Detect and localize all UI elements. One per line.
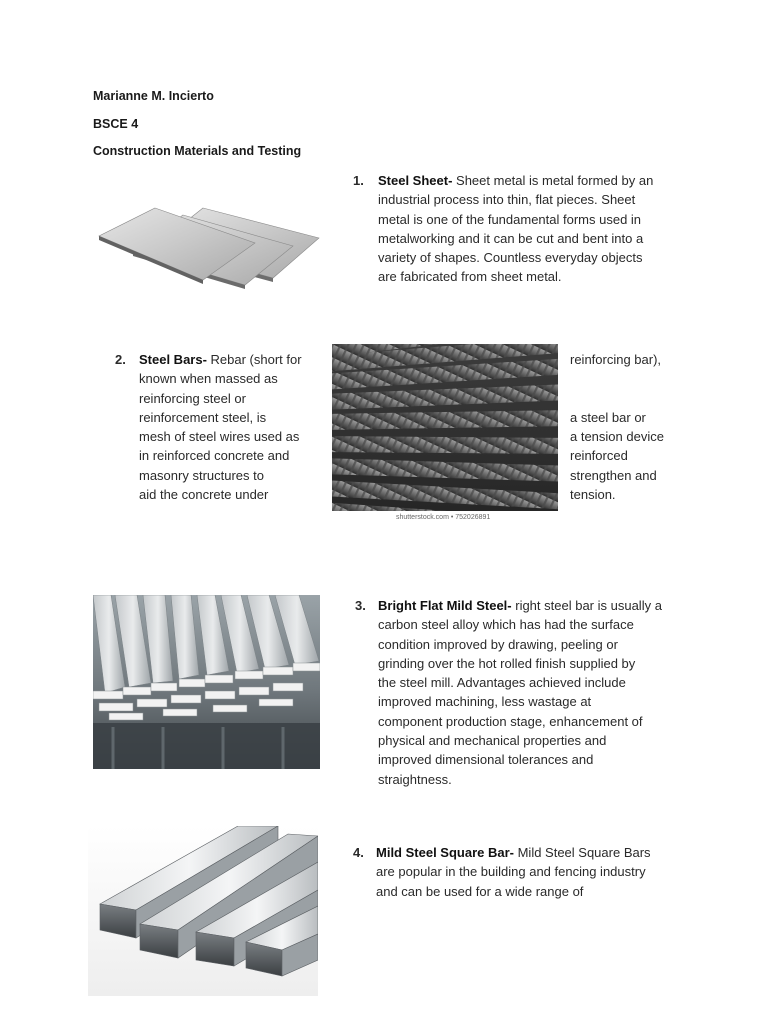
square-bar-image — [88, 826, 318, 996]
item-4-line: are popular in the building and fencing industry — [376, 864, 646, 880]
item-3-line: condition improved by drawing, peeling or — [378, 636, 618, 652]
item-1-line: Sheet metal is metal formed by an — [452, 173, 654, 188]
item-1-line: metal is one of the fundamental forms used in — [378, 211, 642, 227]
item-2-line: in reinforced concrete and — [139, 448, 290, 464]
item-3-line: the steel mill. Advantages achieved include — [378, 675, 626, 691]
rebar-image — [332, 344, 558, 511]
item-3 — [355, 596, 662, 789]
item-2-line: Rebar (short for — [206, 352, 302, 367]
subject-title: Construction Materials and Testing — [93, 144, 302, 158]
item-2-line: known when massed as — [139, 371, 278, 387]
item-3-line: physical and mechanical properties and — [378, 733, 607, 749]
item-3-line: component production stage, enhancement of — [378, 713, 643, 729]
author-name: Marianne M. Incierto — [93, 89, 214, 103]
item-2-line: mesh of steel wires used as — [139, 429, 300, 445]
item-2-line: a steel bar or — [570, 409, 646, 425]
item-3-number: 3. — [355, 598, 366, 613]
item-3-line: carbon steel alloy which has had the surface — [378, 617, 634, 633]
item-3-line: grinding over the hot rolled finish supplied by — [378, 655, 636, 671]
item-1-line: are fabricated from sheet metal. — [378, 269, 562, 285]
item-4-number: 4. — [353, 845, 364, 860]
item-4-title: Mild Steel Square Bar- — [376, 845, 514, 860]
item-3-line: straightness. — [378, 771, 452, 787]
item-1 — [353, 171, 653, 287]
item-1-line: metalworking and it can be cut and bent into a — [378, 230, 644, 246]
item-2-title: Steel Bars- — [139, 352, 207, 367]
item-2-line: masonry structures to — [139, 467, 264, 483]
course-label: BSCE 4 — [93, 117, 139, 131]
rebar-image-caption: shutterstock.com • 752026891 — [396, 514, 491, 521]
item-3-line: improved machining, less wastage at — [378, 694, 592, 710]
item-2-left — [115, 350, 302, 504]
item-2-line: reinforcing bar), — [570, 352, 662, 367]
item-3-line: improved dimensional tolerances and — [378, 752, 594, 768]
item-1-line: industrial process into thin, flat pieces. Sheet — [378, 192, 636, 208]
item-2-line: a tension device — [570, 429, 664, 445]
item-2-number: 2. — [115, 352, 126, 367]
item-1-number: 1. — [353, 173, 364, 188]
item-1-line: variety of shapes. Countless everyday objects — [378, 250, 643, 266]
item-2-line: reinforcement steel, is — [139, 409, 267, 425]
item-2-line: reinforced — [570, 448, 628, 464]
item-2-line: reinforcing steel or — [139, 390, 246, 406]
item-3-title: Bright Flat Mild Steel- — [378, 598, 512, 613]
steel-sheet-image — [95, 168, 321, 296]
item-4-line: and can be used for a wide range of — [376, 883, 584, 899]
item-1-title: Steel Sheet- — [378, 173, 453, 188]
item-2-right — [570, 350, 664, 504]
item-2-line: tension. — [570, 487, 616, 503]
item-2-line: aid the concrete under — [139, 487, 269, 503]
item-2-line: strengthen and — [570, 467, 657, 483]
item-4-line: Mild Steel Square Bars — [513, 845, 651, 860]
flat-steel-image — [93, 595, 320, 769]
item-4 — [353, 843, 651, 901]
item-3-line: right steel bar is usually a — [511, 598, 662, 613]
